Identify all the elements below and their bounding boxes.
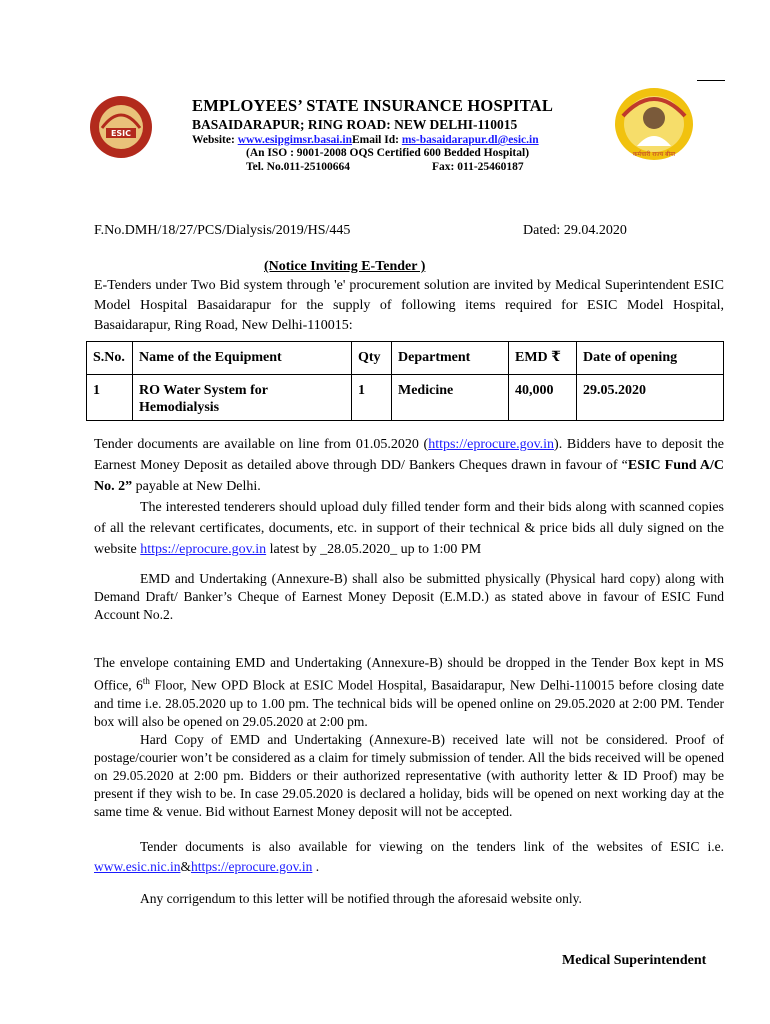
emd-paragraph: EMD and Undertaking (Annexure-B) shall also be submitted physically (Physical hard copy) along with Demand Draft/ Banker’s Cheque of Earnest Money Deposit (E.M.D.) as stated above in favour of ESIC Fund Account No.2. <box>94 571 724 622</box>
signature: Medical Superintendent <box>562 953 707 968</box>
intro-paragraph: E-Tenders under Two Bid system through 'e' procurement solution are invited by Medical Superintendent ESIC Model Hospital Basaidarapur for the supply of following items required for ESIC Model Hospital, Basaidarapur, Ring Road, New Delhi-110015: <box>94 278 724 333</box>
esic-logo-text: ESIC <box>110 129 132 138</box>
superscript: th <box>142 676 150 686</box>
table-cell: 29.05.2020 <box>577 375 724 421</box>
email-label: Email Id: <box>351 134 402 146</box>
text-span: Floor, New OPD Block at ESIC Model Hospital, Basaidarapur, New Delhi-110015 before closing date and time i.e. 28.05.2020 up to 1.00 pm. The technical bids will be opened online on 29.05.2020 at 2:00 PM. Tender box will also be opened on 29.05.2020 at 2:00 pm. <box>94 677 724 729</box>
text-span: The interested tenderers should upload duly filled tender form and their bids along with scanned copies of all the relevant certificates, documents, etc. in support of their technical & price bids all duly signed on the website <box>94 500 724 557</box>
table-cell: 1 <box>87 375 133 421</box>
eprocure-link[interactable]: https://eprocure.gov.in <box>191 859 313 874</box>
table-cell: RO Water System for Hemodialysis <box>133 375 352 421</box>
upload-paragraph <box>94 497 724 560</box>
text-span: The envelope containing EMD and Undertaking (Annexure-B) should be dropped in the Tender Box kept in MS Office, 6 <box>94 655 724 693</box>
table-cell: 40,000 <box>509 375 577 421</box>
tender-availability-paragraph <box>94 434 724 560</box>
contact-line <box>192 134 539 146</box>
table-header: EMD ₹ <box>509 342 577 375</box>
dated: Dated: 29.04.2020 <box>523 223 627 238</box>
telephone: Tel. No.011-25100664 <box>246 161 351 173</box>
table-cell: 1 <box>352 375 392 421</box>
text-span: Tender documents are available on line from 01.05.2020 ( <box>94 437 429 452</box>
tender-table <box>86 341 724 421</box>
table-header: Qty <box>352 342 392 375</box>
esic-logo-right-text: कर्मचारी राज्य बीमा <box>632 151 676 158</box>
table-header: Date of opening <box>577 342 724 375</box>
hospital-title: EMPLOYEES’ STATE INSURANCE HOSPITAL <box>192 96 554 115</box>
table-cell: Medicine <box>392 375 509 421</box>
iso-line: (An ISO : 9001-2008 OQS Certified 600 Bedded Hospital) <box>246 147 530 159</box>
envelope-paragraph <box>94 654 724 821</box>
website-label: Website: <box>192 134 238 146</box>
fund-account: ESIC Fund A/C No. 2” <box>94 458 724 494</box>
text-span: Tender documents is also available for viewing on the tenders link of the websites of ESIC i.e. <box>140 839 724 854</box>
esic-logo-left <box>88 94 154 160</box>
eprocure-link[interactable]: https://eprocure.gov.in <box>140 542 267 557</box>
text-span: latest by _28.05.2020_ up to 1:00 PM <box>266 542 482 557</box>
corrigendum-paragraph: Any corrigendum to this letter will be notified through the aforesaid website only. <box>140 891 582 906</box>
table-header: Name of the Equipment <box>133 342 352 375</box>
table-header-row <box>87 342 724 375</box>
hospital-address: BASAIDARAPUR; RING ROAD: NEW DELHI-110015 <box>192 117 518 132</box>
table-header: Department <box>392 342 509 375</box>
file-reference: F.No.DMH/18/27/PCS/Dialysis/2019/HS/445 <box>94 223 351 238</box>
text-span: . <box>312 859 320 874</box>
late-submission-paragraph: Hard Copy of EMD and Undertaking (Annexure-B) received late will not be considered. Proof of postage/courier won’t be considered as a claim for timely submission of tender. All the bids received will be opened on 29.05.2020 at 2:00 pm. Bidders or their authorized representative (with authority letter & ID Proof) may be present if they wish to be. In case 29.05.2020 is declared a holiday, bids will be opened on next working day at the same time & venue. Bid without Earnest Money deposit will not be accepted. <box>94 731 724 819</box>
table-row <box>87 375 724 421</box>
text-span: payable at New Delhi. <box>132 479 261 494</box>
esic-link[interactable]: www.esic.nic.in <box>94 859 181 874</box>
text-span: ). Bidders have to deposit the Earnest Money Deposit as detailed above through DD/ Bankers Cheques drawn in favour of “ <box>94 437 724 473</box>
top-rule <box>697 80 725 81</box>
fax: Fax: 011-25460187 <box>432 161 524 173</box>
eprocure-link[interactable]: https://eprocure.gov.in <box>428 437 555 452</box>
text-span: & <box>180 859 191 874</box>
email-link[interactable]: ms-basaidarapur.dl@esic.in <box>401 134 539 146</box>
websites-paragraph <box>94 837 724 877</box>
esic-logo-right <box>613 86 695 162</box>
website-link[interactable]: www.esipgimsr.basai.in <box>237 134 352 146</box>
notice-title: (Notice Inviting E-Tender ) <box>264 259 426 274</box>
table-header: S.No. <box>87 342 133 375</box>
